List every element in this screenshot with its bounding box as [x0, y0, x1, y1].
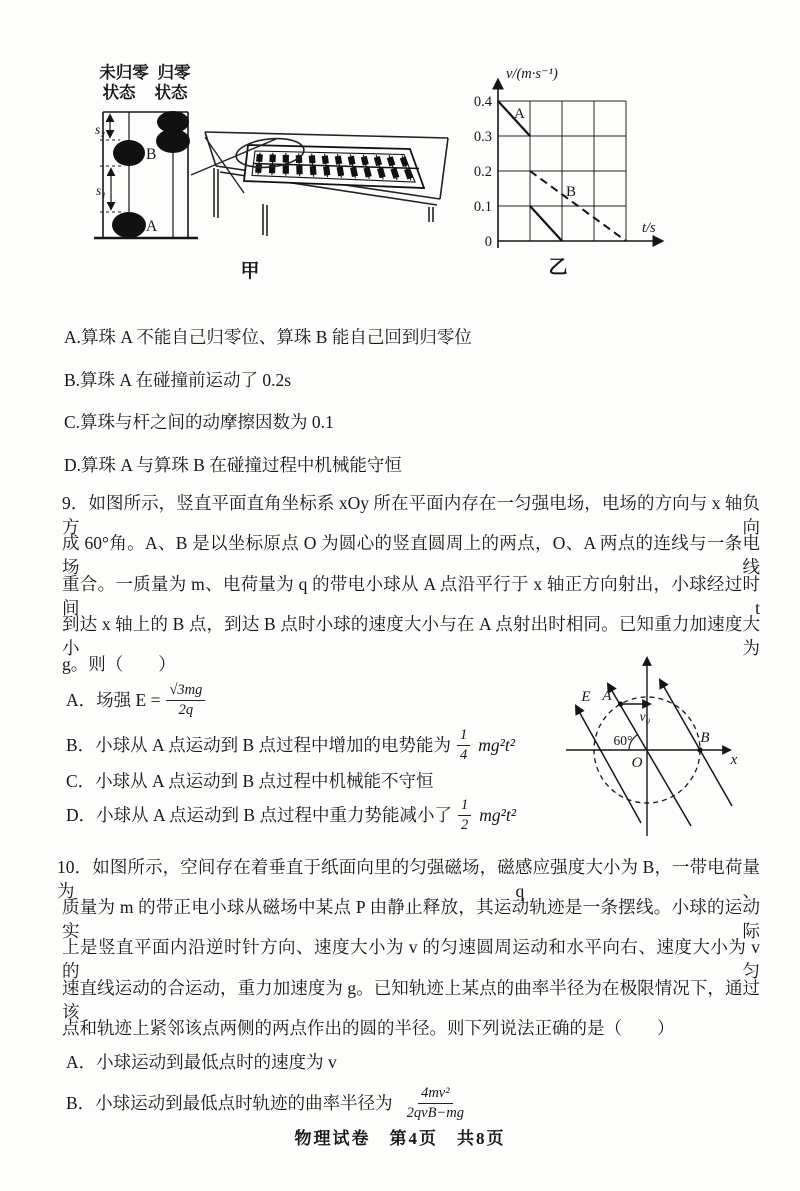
- y-axis-label: v/(m·s⁻¹): [506, 66, 558, 82]
- leader-line-2: [205, 137, 244, 193]
- q9-option-b-text: B．小球从 A 点运动到 B 点过程中增加的电势能为: [66, 735, 452, 755]
- tick-0: 0: [484, 234, 492, 250]
- tick-0_2: 0.2: [473, 164, 492, 180]
- point-b: [697, 747, 702, 752]
- q8-option-b: B.算珠 A 在碰撞前运动了 0.2s: [64, 370, 292, 390]
- q9-field-figure: [550, 638, 775, 850]
- line-a-label: A: [514, 106, 525, 122]
- page-footer: 物理试卷 第4页 共8页: [294, 1129, 506, 1148]
- q10-option-b-text: B．小球运动到最低点时轨迹的曲率半径为: [66, 1093, 393, 1113]
- figure-abacus-jia: [58, 55, 453, 290]
- point-a: [618, 701, 623, 706]
- tick-0_1: 0.1: [473, 199, 492, 215]
- s1-label: s₁: [96, 183, 106, 198]
- o-label: O: [631, 755, 643, 771]
- q9-option-a-fraction: $\frac{√3mg}{2q}$: [166, 682, 205, 717]
- s2-label: s₂: [95, 122, 105, 137]
- label-reset-line1: 归零: [157, 63, 191, 82]
- q10-line-5: 点和轨迹上紧邻该点两侧的两点作出的圆的半径。则下列说法正确的是（ ）: [62, 1018, 675, 1038]
- q10-option-b-fraction: $\frac{\text{4mv²}}{\text{2qvB−mg}}$: [406, 1085, 464, 1121]
- q9-option-d-text: D．小球从 A 点运动到 B 点过程中重力势能减小了: [66, 805, 452, 825]
- q9-option-b-formula: mg²t²: [478, 735, 516, 755]
- figure-vt-graph-yi: [450, 58, 780, 288]
- q9-line-1: 9．如图所示，竖直平面直角坐标系 xOy 所在平面内存在一匀强电场，电场的方向与 x 轴负方向: [62, 493, 760, 537]
- figure-jia-caption: 甲: [240, 261, 260, 282]
- q9-line-4: 到达 x 轴上的 B 点，到达 B 点时小球的速度大小与在 A 点射出时相同。已知重力加速度大小为: [62, 614, 760, 658]
- q10-line-2: 质量为 m 的带正电小球从磁场中某点 P 由静止释放，其运动轨迹是一条摆线。小球的运动实际: [62, 897, 760, 941]
- q10-option-a: A．小球运动到最低点时的速度为 v: [66, 1052, 337, 1072]
- tick-0_3: 0.3: [473, 129, 492, 145]
- label-reset-line2: 状态: [154, 83, 188, 102]
- q10-option-b: [66, 1081, 626, 1125]
- q9-option-b-fraction: $\frac{1}{4}$: [457, 727, 470, 762]
- e-label: E: [581, 689, 591, 705]
- label-not-reset-line2: 状态: [102, 83, 136, 102]
- q9-option-b: [66, 723, 586, 767]
- bead-b-label: B: [146, 146, 157, 163]
- reset-bead-bottom: [156, 129, 190, 153]
- q8-option-a: A.算珠 A 不能自己归零位、算珠 B 能自己回到归零位: [64, 327, 472, 347]
- q9-option-d-formula: mg²t²: [479, 805, 516, 825]
- q9-option-c: C．小球从 A 点运动到 B 点过程中机械能不守恒: [66, 771, 434, 791]
- a-label: A: [602, 688, 612, 704]
- q9-option-a: [66, 678, 546, 722]
- angle-label: 60°: [613, 733, 633, 748]
- x-label: x: [730, 752, 738, 768]
- figure-yi-caption: 乙: [548, 257, 568, 278]
- q10-line-4: 速直线运动的合运动，重力加速度为 g。已知轨迹上某点的曲率半径为在极限情况下，通过该: [62, 978, 760, 1022]
- b-label: B: [700, 730, 710, 746]
- abacus: [191, 136, 424, 193]
- q9-line-3: 重合。一质量为 m、电荷量为 q 的带电小球从 A 点沿平行于 x 轴正方向射出，小球经过时间 t: [62, 574, 760, 618]
- line-b-label: B: [566, 184, 577, 200]
- line-a-after: [530, 206, 562, 241]
- q10-line-1: 10．如图所示，空间存在着垂直于纸面向里的匀强磁场，磁感应强度大小为 B，一带电荷量为 q、: [57, 857, 760, 901]
- q10-line-3: 上是竖直平面内沿逆时针方向、速度大小为 v 的匀速圆周运动和水平向右、速度大小为 v 的匀: [62, 937, 760, 981]
- q8-option-d: D.算珠 A 与算珠 B 在碰撞过程中机械能守恒: [64, 455, 402, 475]
- bead-a-label: A: [146, 218, 158, 235]
- tick-0_4: 0.4: [473, 94, 492, 110]
- bead-a: [112, 212, 146, 238]
- q9-line-5: g。则（ ）: [62, 654, 176, 674]
- bead-b: [113, 140, 145, 166]
- q9-option-d-fraction: $\frac{1}{2}$: [458, 797, 471, 832]
- q9-option-a-text: A．场强 E =: [66, 690, 161, 710]
- label-not-reset-line1: 未归零: [99, 63, 149, 82]
- q8-option-c: C.算珠与杆之间的动摩擦因数为 0.1: [64, 412, 334, 432]
- field-line-right: [660, 680, 732, 806]
- q9-option-d: [66, 793, 586, 837]
- q9-line-2: 成 60°角。A、B 是以坐标原点 O 为圆心的竖直圆周上的两点，O、A 两点的连线与一条电场线: [62, 533, 760, 577]
- v0-label: v₀: [639, 709, 651, 724]
- x-axis-label: t/s: [642, 220, 656, 236]
